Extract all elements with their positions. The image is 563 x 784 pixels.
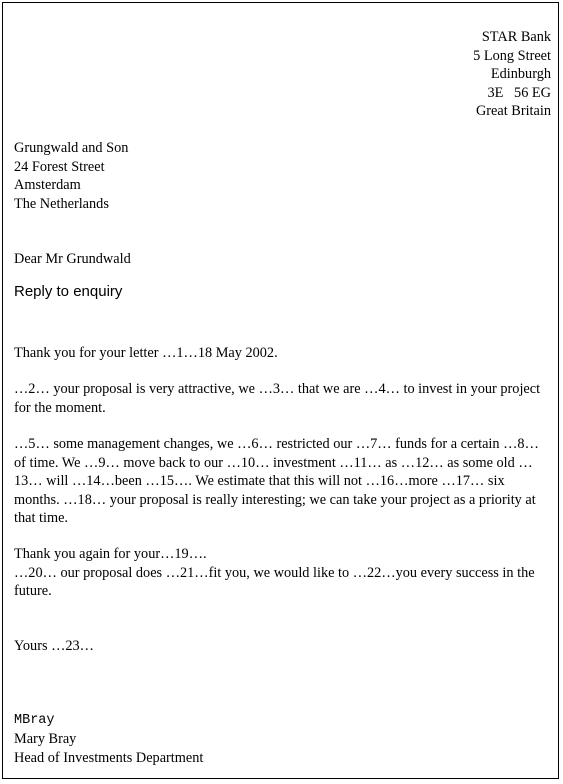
signer-block (14, 730, 203, 767)
sender-address (473, 28, 551, 121)
sender-street: 5 Long Street (473, 47, 551, 64)
recipient-city: Amsterdam (14, 177, 81, 193)
salutation: Dear Mr Grundwald (14, 251, 131, 267)
sender-country: Great Britain (475, 103, 551, 119)
body-paragraph-4-line-1: Thank you again for your…19…. (14, 546, 207, 562)
signer-name: Mary Bray (14, 731, 77, 747)
body-paragraph-4 (14, 545, 547, 601)
recipient-name: Grungwald and Son (14, 140, 129, 156)
body-paragraph-1: Thank you for your letter …1…18 May 2002. (14, 345, 278, 361)
recipient-address (14, 139, 128, 213)
body-paragraph-4-line-2: …20… our proposal does …21…fit you, we would like to …22…you every success in the future. (14, 564, 535, 599)
body-paragraph-2: …2… your proposal is very attractive, we …3… that we are …4… to invest in your project for the moment. (14, 381, 541, 416)
closing-line: Yours …23… (14, 638, 94, 654)
sender-name: STAR Bank (481, 29, 551, 45)
letter-page (2, 2, 559, 779)
handwritten-signature: MBray (14, 713, 55, 728)
recipient-street: 24 Forest Street (14, 158, 105, 175)
body-paragraph-3: …5… some management changes, we …6… restricted our …7… funds for a certain …8…of time. We …9… move back to our …10… investment …11… as …12… as some old …13… will …14…been …15…. We estimate that this will not …16…more …17… six months. …18… your proposal is really interesting; we can take your project as a priority at that time. (14, 436, 539, 526)
recipient-country: The Netherlands (14, 195, 109, 212)
signer-title: Head of Investments Department (14, 749, 204, 766)
sender-city: Edinburgh (490, 66, 551, 82)
sender-postcode: 3E 56 EG (487, 84, 551, 101)
subject-heading: Reply to enquiry (14, 283, 123, 300)
